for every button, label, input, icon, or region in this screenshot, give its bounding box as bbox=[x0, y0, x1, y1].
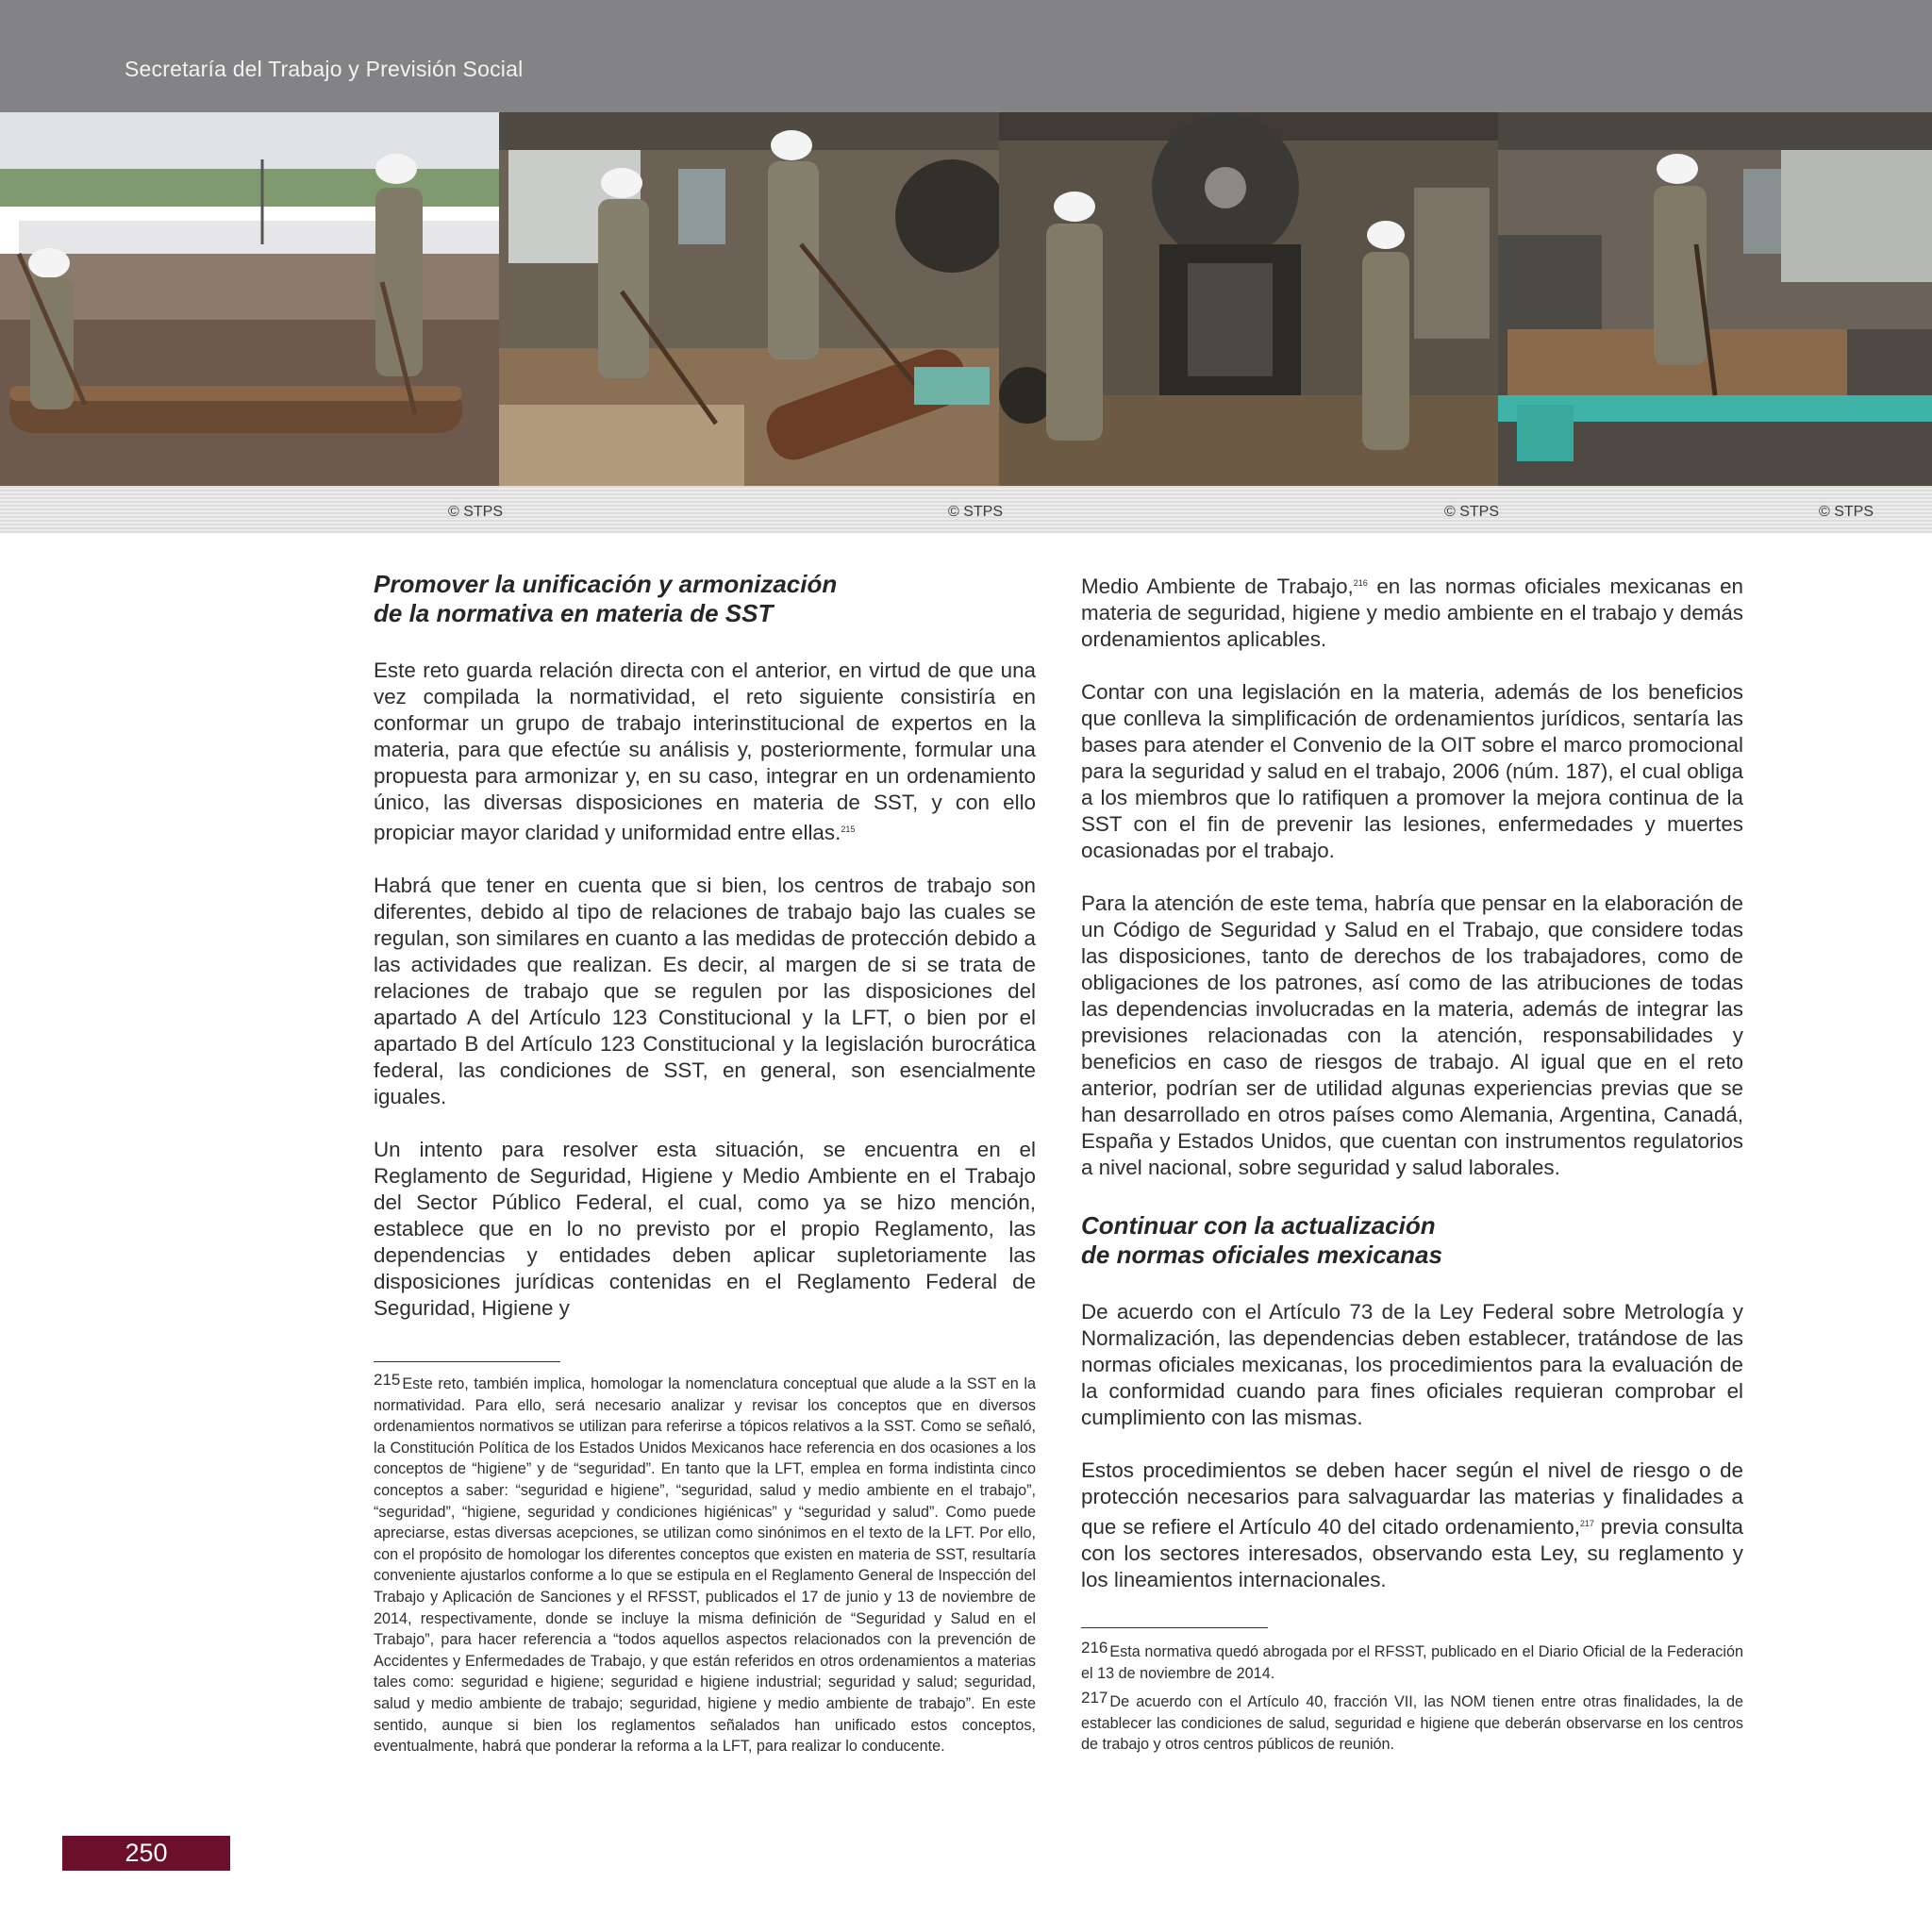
photo-credit: © STPS bbox=[448, 504, 504, 520]
paragraph: Estos procedimientos se deben hacer según el nivel de riesgo o de protección necesarios para salvaguardar las materias y finalidades a que se refiere el Artículo 40 del citado ordenamiento,$^{217}$ previa consulta con los sectores interesados, observando esta Ley, su reglamento y los lineamientos internacionales. bbox=[1081, 1458, 1744, 1591]
footnote-215: 215 Este reto, también implica, homologar la nomenclatura conceptual que alude a la SST en la normatividad. Para ello, será necesario analizar y revisar los conceptos que en diversos ordenamientos normativos se utilizan para referirse a tópicos relativos a la SST. Como se señaló, la Constitución Política de los Estados Unidos Mexicanos hace referencia en dos ocasiones a los conceptos de “higiene” y de “seguridad”. En tanto que la LFT, emplea en forma indistinta cinco conceptos a saber: “seguridad e higiene”, “seguridad, salud y medio ambiente en el trabajo”, “seguridad”, “higiene, seguridad y condiciones higiénicas” y “seguridad y salud”. Como puede apreciarse, estas diversas acepciones, se utilizan como sinónimos en el texto de la LFT. Por ello, con el propósito de homologar los diferentes conceptos que existen en materia de SST, resultaría conveniente ajustarlos conforme a lo que se estipula en el Reglamento General de Inspección del Trabajo y Aplicación de Sanciones y el RFSST, publicados el 17 de junio y 13 de noviembre de 2014, respectivamente, donde se incluye la misma definición de “Seguridad y Salud en el Trabajo”, para hacer referencia a “todos aquellos aspectos relacionados con la prevención de Accidentes y Enfermedades de Trabajo, y que están referidos en otros ordenamientos a materias tales como: seguridad e higiene; seguridad e higiene industrial; seguridad y salud; seguridad, salud y medio ambiente de trabajo; seguridad, higiene y medio ambiente de trabajo”. En este sentido, aunque si bien los reglamentos señalados han unificado estos conceptos, eventualmente, habrá que ponderar la reforma a la LFT, para realizar lo conducente. bbox=[374, 1371, 1036, 1756]
footnote-rule bbox=[1081, 1627, 1268, 1628]
footnote-217: 217 De acuerdo con el Artículo 40, fracción VII, las NOM tienen entre otras finalidades, la de establecer las condiciones de salud, seguridad e higiene que deberán observarse en los centros de trabajo y otros centros públicos de reunión. bbox=[1081, 1689, 1743, 1754]
section-heading: Promover la unificación y armonización de la normativa en materia de SST bbox=[374, 570, 838, 627]
footnote-ref: 217 bbox=[1579, 1519, 1594, 1528]
page-number: 250 bbox=[125, 1839, 168, 1867]
paragraph: Contar con una legislación en la materia, además de los beneficios que conlleva la simplificación de ordenamientos jurídicos, sentaría las bases para atender el Convenio de la OIT sobre el marco promocional para la seguridad y salud en el trabajo, 2006 (núm. 187), el cual obliga a los miembros que lo ratifiquen a promover la mejora continua de la SST con el fin de prevenir las lesiones, enfermedades y muertes ocasionadas por el trabajo. bbox=[1081, 680, 1743, 862]
photo-credit: © STPS bbox=[1819, 504, 1874, 520]
photo-sawmill-carriage bbox=[1498, 112, 1932, 486]
photo-sawmill-lever bbox=[499, 112, 999, 486]
paragraph: Habrá que tener en cuenta que si bien, los centros de trabajo son diferentes, debido al tipo de relaciones de trabajo bajo las cuales se regulan, son similares en cuanto a las medidas de protección debido a las actividades que realizan. Es decir, al margen de si se trata de relaciones de trabajo que se regulen por las disposiciones del apartado A del Artículo 123 Constitucional y la LFT, o bien por el apartado B del Artículo 123 Constitucional y la legislación burocrática federal, las condiciones de SST, en general, son esencialmente iguales. bbox=[374, 874, 1036, 1108]
paragraph: Para la atención de este tema, habría que pensar en la elaboración de un Código de Seguridad y Salud en el Trabajo, que considere todas las disposiciones, tanto de derechos de los trabajadores, como de obligaciones de los patrones, así como de las atribuciones de todas las dependencias involucradas en la materia, además de integrar las previsiones relacionadas con la atención, responsabilidades y beneficios en caso de riesgos de trabajo. Al igual que en el reto anterior, podrían ser de utilidad algunas experiencias previas que se han desarrollado en otros países como Alemania, Argentina, Canadá, España y Estados Unidos, que cuentan con instrumentos regulatorios a nivel nacional, sobre seguridad y salud laborales. bbox=[1081, 891, 1743, 1179]
paragraph: Un intento para resolver esta situación, se encuentra en el Reglamento de Seguridad, Higiene y Medio Ambiente en el Trabajo del Sector Público Federal, el cual, como ya se hizo mención, establece que en lo no previsto por el propio Reglamento, las dependencias y entidades deben aplicar supletoriamente las disposiciones jurídicas contenidas en el Reglamento Federal de Seguridad, Higiene y bbox=[374, 1138, 1036, 1320]
paragraph: Este reto guarda relación directa con el anterior, en virtud de que una vez compilada la normatividad, el reto siguiente consistiría en conformar un grupo de trabajo interinstitucional de expertos en la materia, para que efectúe su análisis y, posteriormente, formular una propuesta para armonizar y, en su caso, integrar en un ordenamiento único, las diversas disposiciones en materia de SST, y con ello propiciar mayor claridad y uniformidad entre ellas.$^{215}$ bbox=[374, 658, 1036, 844]
footnote-number: 215 bbox=[374, 1371, 401, 1389]
photo-credit: © STPS bbox=[1444, 504, 1500, 520]
footnote-rule bbox=[374, 1361, 560, 1362]
publisher-title: Secretaría del Trabajo y Previsión Social bbox=[125, 57, 524, 81]
footnote-number: 216 bbox=[1081, 1639, 1108, 1657]
photo-credit: © STPS bbox=[948, 504, 1004, 520]
photo-strip bbox=[0, 112, 1932, 486]
footnote-ref: 215 bbox=[841, 824, 856, 834]
right-column bbox=[1081, 570, 1743, 1756]
photo-band-saw bbox=[999, 112, 1498, 486]
paragraph: De acuerdo con el Artículo 73 de la Ley Federal sobre Metrología y Normalización, las dependencias deben establecer, tratándose de las normas oficiales mexicanas, los procedimientos para la evaluación de la conformidad cuando para fines oficiales requieran comprobar el cumplimiento con las mismas. bbox=[1081, 1300, 1743, 1429]
left-column bbox=[374, 570, 1036, 1757]
section-heading: Continuar con la actualización de normas oficiales mexicanas bbox=[1081, 1211, 1442, 1269]
footnote-216: 216 Esta normativa quedó abrogada por el RFSST, publicado en el Diario Oficial de la Federación el 13 de noviembre de 2014. bbox=[1081, 1639, 1743, 1682]
footnote-number: 217 bbox=[1081, 1689, 1108, 1707]
paragraph: Medio Ambiente de Trabajo,$^{216}$ en las normas oficiales mexicanas en materia de seguridad, higiene y medio ambiente en el trabajo y demás ordenamientos aplicables. bbox=[1081, 575, 1743, 651]
footnote-ref: 216 bbox=[1353, 578, 1368, 588]
photo-log-yard bbox=[0, 112, 499, 486]
